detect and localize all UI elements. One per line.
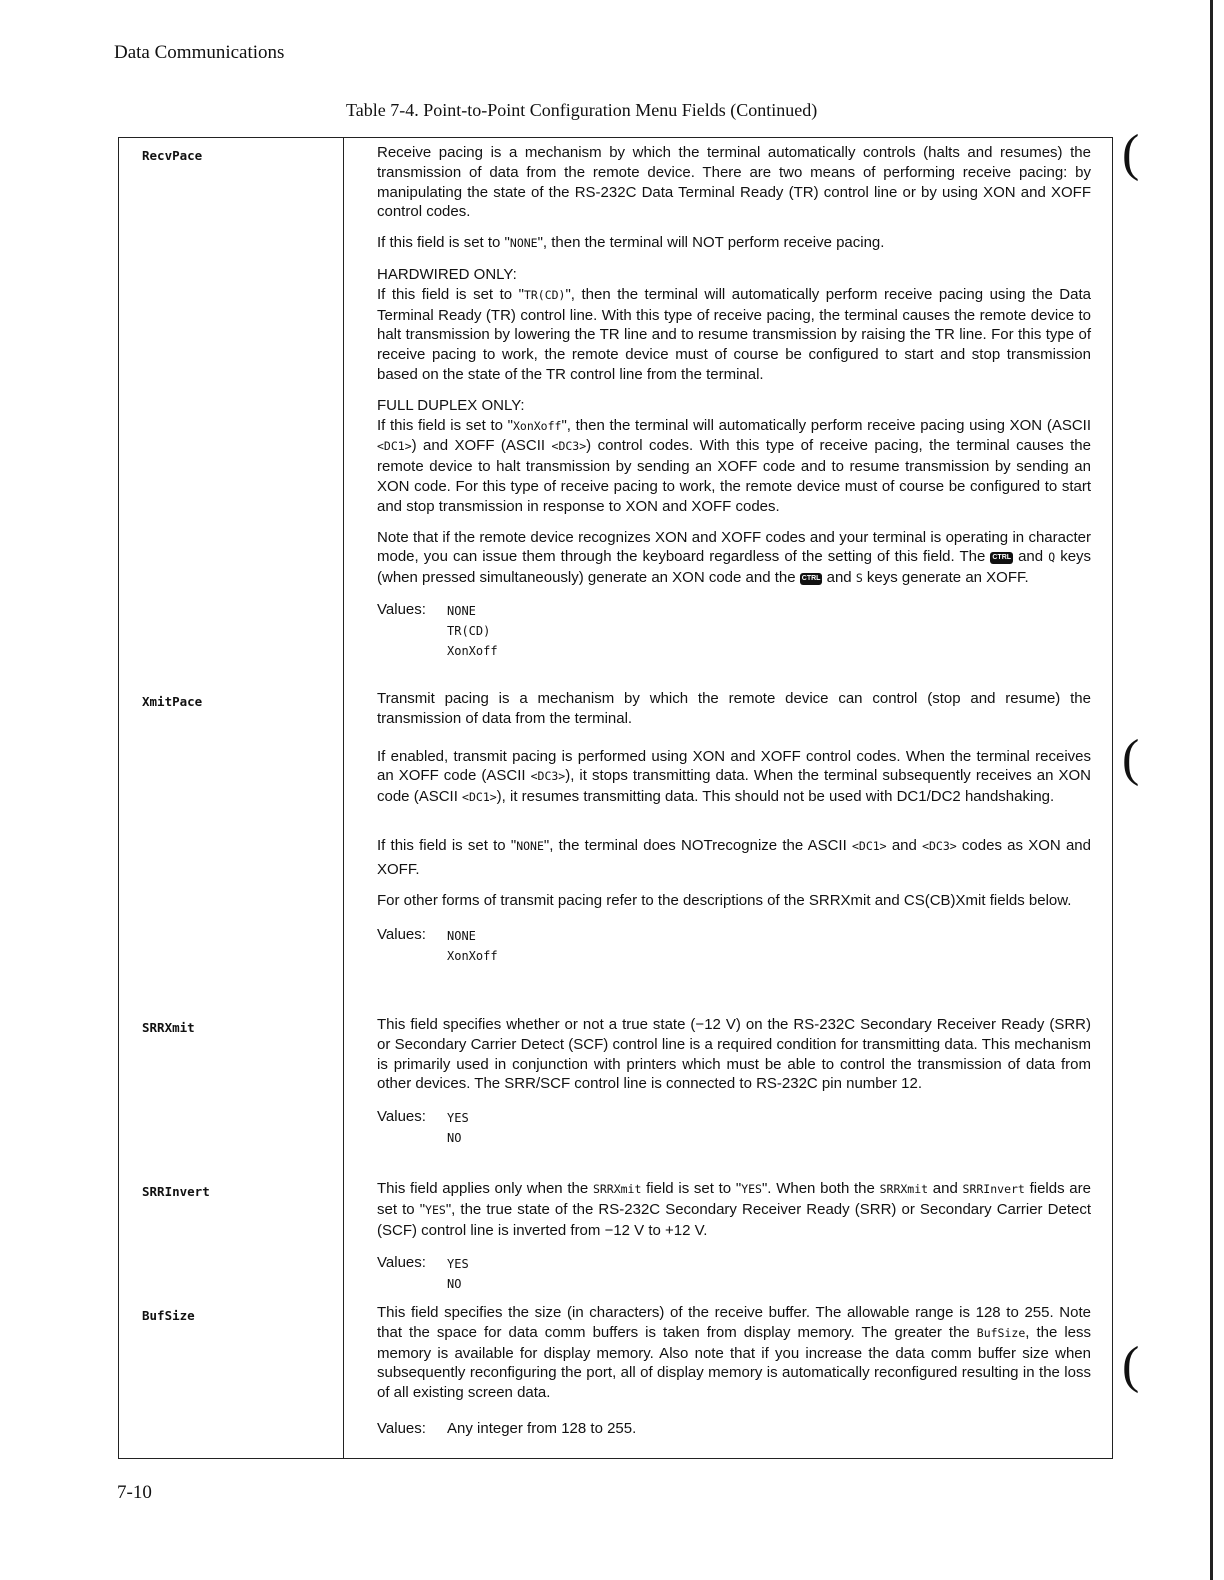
value-item: YES [447,1257,469,1272]
values-label: Values: [377,1108,426,1126]
value-text: Any integer from 128 to 255. [447,1419,637,1437]
values-label: Values: [377,600,426,618]
paragraph: HARDWIRED ONLY: If this field is set to "TR(CD)", then the terminal will automatically perform receive pacing using the Data Terminal Ready (TR) control line. With this type of receive pacing, the terminal causes the remote device to halt transmission by lowering the TR line and to resume transmission by raising the TR line. For this type of receive pacing to work, the remote device must of course be configured to start and stop transmission based on the state of the TR control line from the terminal. [377,265,1091,383]
field-name: RecvPace [142,148,203,163]
values-block [377,1107,1091,1148]
paragraph: If this field is set to "NONE", the terminal does NOTrecognize the ASCII <DC1> and <DC3> codes as XON and XOFF. [377,836,1091,878]
field-name: BufSize [142,1308,195,1323]
ctrl-key-icon: CTRL [800,573,823,585]
field-description [377,689,1091,966]
values-block [377,925,1091,966]
column-divider [343,137,344,1459]
value-item: NO [447,1277,462,1292]
page-number: 7-10 [117,1482,152,1503]
table-caption: Table 7-4. Point-to-Point Configuration Menu Fields (Continued) [346,100,818,120]
field-description [377,143,1091,661]
value-item: NONE [447,928,476,943]
field-name: SRRXmit [142,1020,195,1035]
field-description [377,1303,1091,1439]
value-item: YES [447,1111,469,1126]
field-description [377,1015,1091,1148]
value-item: TR(CD) [447,623,491,638]
value-item: NO [447,1131,462,1146]
values-label: Values: [377,925,426,943]
field-name: XmitPace [142,694,203,709]
paragraph: If this field is set to "NONE", then the terminal will NOT perform receive pacing. [377,234,885,252]
paragraph: FULL DUPLEX ONLY: If this field is set to "XonXoff", then the terminal will automatically perform receive pacing using XON (ASCII <DC1>) and XOFF (ASCII <DC3>) control codes. With this type of receive pacing, the terminal causes the remote device to halt transmission by sending an XOFF code and to resume transmission by sending an XON code. For this type of receive pacing to work, the remote device must of course be configured to start and stop transmission in response to XON and XOFF codes. [377,396,1091,515]
binding-hole-icon: ( [1122,125,1140,182]
section-heading: HARDWIRED ONLY: [377,265,517,283]
paragraph: If enabled, transmit pacing is performed using XON and XOFF control codes. When the terminal receives an XOFF code (ASCII <DC3>), it stops transmitting data. When the terminal subsequently receives an XON code (ASCII <DC1>), it resumes transmitting data. This should not be used with DC1/DC2 handshaking. [377,747,1091,806]
paragraph: Receive pacing is a mechanism by which the terminal automatically controls (halts and resumes) the transmission of data from the remote device. There are two means of performing receive pacing: by manipulating the state of the RS-232C Data Terminal Ready (TR) control line or by using XON and XOFF control codes. [377,144,1091,221]
value-item: XonXoff [447,948,498,963]
paragraph: This field specifies whether or not a true state (−12 V) on the RS-232C Secondary Receiver Ready (SRR) or Secondary Carrier Detect (SCF) control line is a required condition for transmitting data. This mechanism is primarily used in conjunction with printers which must be able to control the transmission of data from other devices. The SRR/SCF control line is connected to RS-232C pin number 12. [377,1016,1091,1093]
page-edge [1210,0,1213,1580]
values-block [377,600,1091,661]
value-item: XonXoff [447,643,498,658]
values-label: Values: [377,1419,426,1437]
value-item: NONE [447,603,476,618]
paragraph: Note that if the remote device recognizes XON and XOFF codes and your terminal is operating in character mode, you can issue them through the keyboard regardless of the setting of this field. The CTRL and Q keys (when pressed simultaneously) generate an XON code and the CTRL and S keys generate an XOFF. [377,528,1092,587]
paragraph: This field applies only when the SRRXmit field is set to "YES". When both the SRRXmit and SRRInvert fields are set to "YES", the true state of the RS-232C Secondary Receiver Ready (SRR) or Secondary Carrier Detect (SCF) control line is inverted from −12 V to +12 V. [377,1180,1091,1239]
section-heading: FULL DUPLEX ONLY: [377,396,525,414]
field-description [377,1179,1091,1294]
values-block [377,1253,1091,1294]
field-name: SRRInvert [142,1184,210,1199]
binding-hole-icon: ( [1122,730,1140,787]
ctrl-key-icon: CTRL [990,552,1013,564]
paragraph: Transmit pacing is a mechanism by which the remote device can control (stop and resume) the transmission of data from the terminal. [377,690,1091,727]
paragraph: For other forms of transmit pacing refer to the descriptions of the SRRXmit and CS(CB)Xmit fields below. [377,891,1072,909]
page-header: Data Communications [114,42,285,63]
paragraph: This field specifies the size (in characters) of the receive buffer. The allowable range is 128 to 255. Note that the space for data comm buffers is taken from display memory. The greater the BufSize, the less memory is available for display memory. Also note that if you increase the data comm buffer size when subsequently reconfiguring the port, all of display memory is automatically reconfigured resulting in the loss of all existing screen data. [377,1304,1091,1402]
values-label: Values: [377,1254,426,1272]
values-block [377,1419,1091,1439]
binding-hole-icon: ( [1122,1337,1140,1394]
